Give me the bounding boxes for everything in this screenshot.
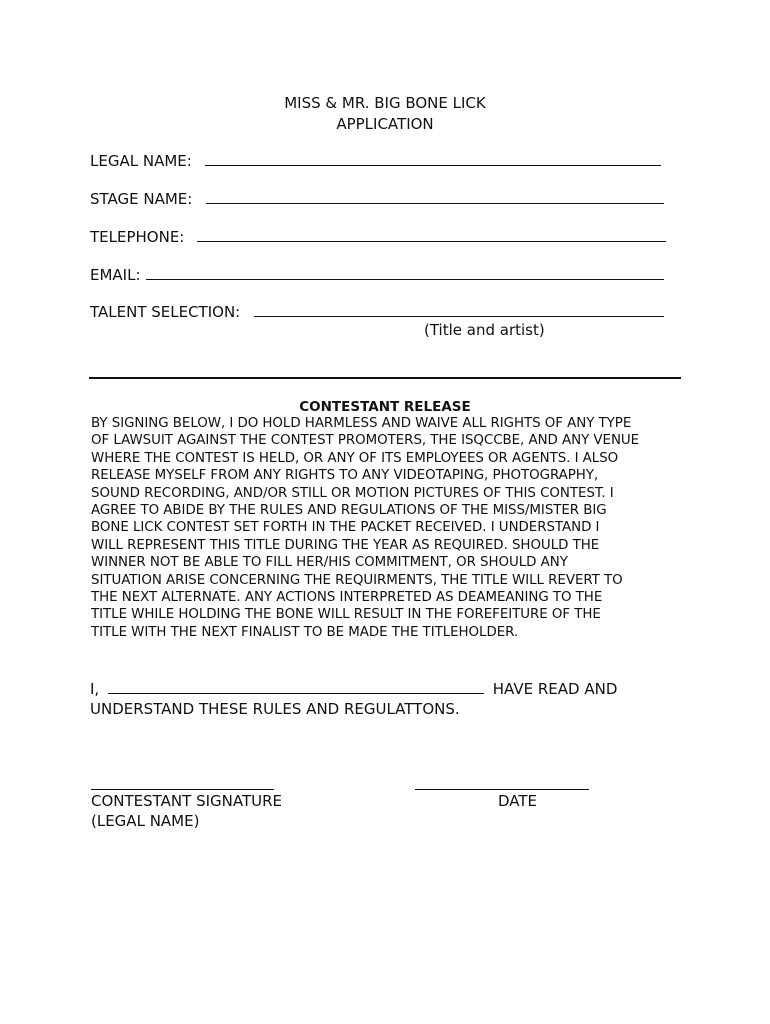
legal-name-row: [90, 150, 661, 171]
talent-selection-row: [90, 301, 664, 322]
release-text: [91, 415, 689, 641]
release-line: WHERE THE CONTEST IS HELD, OR ANY OF ITS EMPLOYEES OR AGENTS. I ALSO: [91, 450, 619, 466]
acknowledgement: [90, 678, 617, 719]
acknowledgement-prefix: I,: [90, 680, 100, 698]
release-line: SITUATION ARISE CONCERNING THE REQUIRMENTS, THE TITLE WILL REVERT TO: [91, 572, 623, 588]
stage-name-label: STAGE NAME:: [90, 190, 193, 208]
release-line: WILL REPRESENT THIS TITLE DURING THE YEAR AS REQUIRED. SHOULD THE: [91, 537, 600, 553]
release-line: TITLE WHILE HOLDING THE BONE WILL RESULT IN THE FOREFEITURE OF THE: [91, 607, 601, 623]
release-line: THE NEXT ALTERNATE. ANY ACTIONS INTERPRETED AS DEAMEANING TO THE: [91, 590, 603, 606]
stage-name-field[interactable]: [206, 188, 664, 204]
telephone-label: TELEPHONE:: [90, 228, 185, 246]
stage-name-row: [90, 188, 664, 209]
talent-selection-note: (Title and artist): [424, 321, 545, 339]
title-line-1: MISS & MR. BIG BONE LICK: [284, 94, 486, 112]
release-line: OF LAWSUIT AGAINST THE CONTEST PROMOTERS, THE ISQCCBE, AND ANY VENUE: [91, 433, 640, 449]
date-field[interactable]: [415, 789, 589, 790]
release-line: BONE LICK CONTEST SET FORTH IN THE PACKET RECEIVED. I UNDERSTAND I: [91, 520, 600, 536]
release-line: BY SIGNING BELOW, I DO HOLD HARMLESS AND WAIVE ALL RIGHTS OF ANY TYPE: [91, 416, 632, 431]
telephone-row: [90, 226, 666, 247]
title-line-2: APPLICATION: [336, 115, 434, 133]
talent-selection-field[interactable]: [254, 301, 664, 317]
release-heading: CONTESTANT RELEASE: [299, 399, 471, 415]
release-line: TITLE WITH THE NEXT FINALIST TO BE MADE THE TITLEHOLDER.: [91, 624, 519, 640]
document-title: [0, 93, 770, 135]
contestant-signature-label: CONTESTANT SIGNATURE: [91, 792, 283, 810]
release-line: SOUND RECORDING, AND/OR STILL OR MOTION PICTURES OF THIS CONTEST. I: [91, 485, 614, 501]
talent-selection-label: TALENT SELECTION:: [90, 303, 241, 321]
section-divider: [89, 377, 681, 379]
acknowledgement-name-field[interactable]: [108, 678, 484, 694]
legal-name-field[interactable]: [205, 150, 661, 166]
email-label: EMAIL:: [90, 266, 141, 284]
release-line: AGREE TO ABIDE BY THE RULES AND REGULATIONS OF THE MISS/MISTER BIG: [91, 503, 607, 519]
legal-name-label: LEGAL NAME:: [90, 152, 192, 170]
acknowledgement-line-2: UNDERSTAND THESE RULES AND REGULATTONS.: [90, 700, 460, 718]
contestant-signature-field[interactable]: [91, 789, 274, 790]
date-label: DATE: [498, 792, 538, 810]
email-row: [90, 264, 664, 285]
contestant-signature-sublabel: (LEGAL NAME): [91, 812, 200, 830]
release-line: WINNER NOT BE ABLE TO FILL HER/HIS COMMITMENT, OR SHOULD ANY: [91, 555, 568, 571]
acknowledgement-suffix: HAVE READ AND: [492, 680, 618, 698]
email-field[interactable]: [146, 264, 664, 280]
telephone-field[interactable]: [197, 226, 666, 242]
release-line: RELEASE MYSELF FROM ANY RIGHTS TO ANY VIDEOTAPING, PHOTOGRAPHY,: [91, 468, 599, 484]
